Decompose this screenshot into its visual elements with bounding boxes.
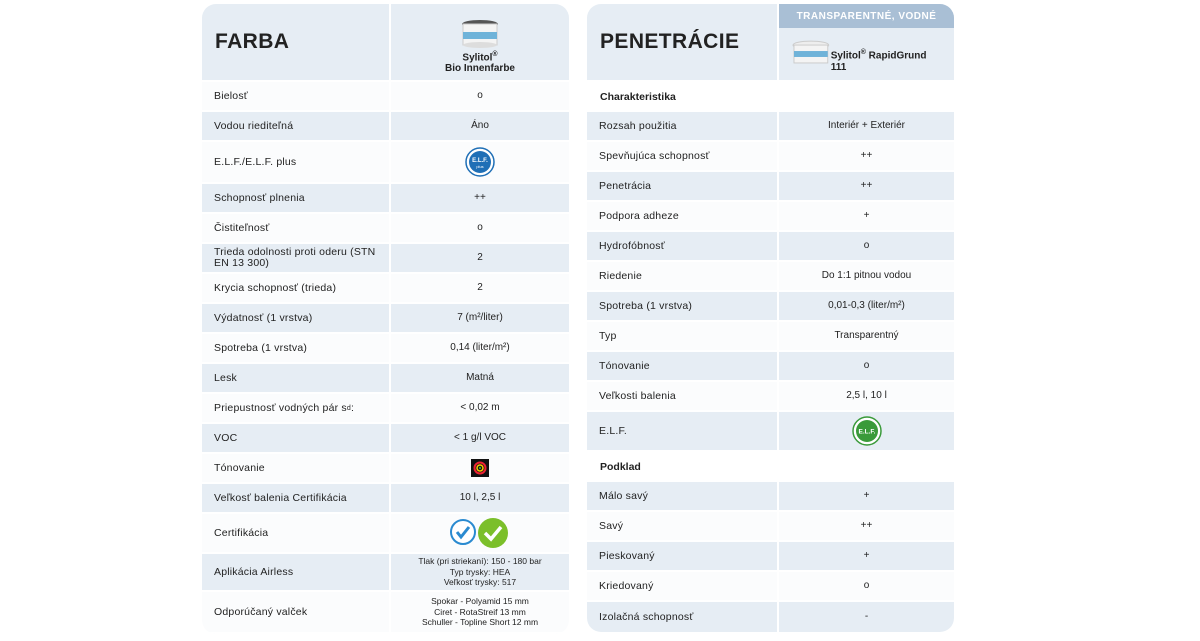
table-row bbox=[587, 482, 954, 512]
row-value: 2 bbox=[477, 251, 483, 263]
table-row bbox=[587, 602, 954, 632]
table-row bbox=[587, 542, 954, 572]
table-row bbox=[202, 304, 569, 334]
row-value bbox=[391, 454, 569, 482]
row-value: Transparentný bbox=[834, 329, 899, 341]
row-label: Spevňujúca schopnosť bbox=[587, 142, 779, 170]
table-row bbox=[202, 214, 569, 244]
table-row bbox=[587, 322, 954, 352]
certification-badges-icon bbox=[449, 516, 511, 550]
row-label: Savý bbox=[587, 512, 779, 540]
farba-rows bbox=[202, 82, 569, 634]
row-label: Čistiteľnosť bbox=[202, 214, 391, 242]
table-row bbox=[587, 512, 954, 542]
farba-header bbox=[202, 4, 569, 82]
table-row bbox=[202, 184, 569, 214]
row-label: Aplikácia Airless bbox=[202, 554, 391, 590]
table-row bbox=[587, 412, 954, 452]
row-value: + bbox=[863, 489, 870, 501]
table-row bbox=[587, 232, 954, 262]
row-label: Kriedovaný bbox=[587, 572, 779, 600]
row-value: < 0,02 m bbox=[460, 401, 500, 413]
row-value: ++ bbox=[860, 149, 873, 161]
table-row bbox=[587, 572, 954, 602]
row-label: Priepustnosť vodných pár s d : bbox=[202, 394, 391, 422]
row-label: Certifikácia bbox=[202, 514, 391, 552]
table-row bbox=[587, 382, 954, 412]
row-value: - bbox=[864, 610, 869, 622]
row-value: o bbox=[477, 221, 483, 233]
table-row bbox=[587, 202, 954, 232]
table-row bbox=[587, 172, 954, 202]
row-value: 2 bbox=[477, 281, 483, 293]
row-label: Podpora adheze bbox=[587, 202, 779, 230]
table-row bbox=[587, 292, 954, 322]
table-row bbox=[587, 112, 954, 142]
row-value: Tlak (pri striekaní): 150 - 180 bar Typ trysky: HEA Veľkosť trysky: 517 bbox=[418, 556, 542, 588]
table-row bbox=[202, 274, 569, 304]
primer-bucket-icon bbox=[791, 39, 831, 69]
table-row bbox=[202, 364, 569, 394]
row-value: o bbox=[477, 89, 483, 101]
podklad-rows bbox=[587, 482, 954, 632]
row-label: Schopnosť plnenia bbox=[202, 184, 391, 212]
row-label: Typ bbox=[587, 322, 779, 350]
row-value: ++ bbox=[860, 519, 873, 531]
farba-product: Sylitol® Bio Innenfarbe bbox=[391, 4, 569, 80]
row-label: Pieskovaný bbox=[587, 542, 779, 570]
table-row bbox=[202, 394, 569, 424]
row-label: Odporúčaný valček bbox=[202, 592, 391, 632]
penetracie-header: PENETRÁCIE TRANSPARENTNÉ, VODNÉ Sylitol® RapidGrund 111 bbox=[587, 4, 954, 82]
row-label: Lesk bbox=[202, 364, 391, 392]
row-value: < 1 g/l VOC bbox=[454, 431, 506, 443]
row-value: ++ bbox=[860, 179, 873, 191]
table-row bbox=[202, 554, 569, 592]
table-row bbox=[587, 262, 954, 292]
section-podklad: Podklad bbox=[587, 452, 954, 482]
row-value: + bbox=[863, 209, 870, 221]
table-row bbox=[202, 514, 569, 554]
row-value: o bbox=[863, 579, 870, 591]
row-value: Áno bbox=[471, 119, 489, 131]
charakteristika-rows bbox=[587, 112, 954, 452]
row-label: Výdatnosť (1 vrstva) bbox=[202, 304, 391, 332]
row-value bbox=[391, 514, 569, 552]
table-row bbox=[202, 112, 569, 142]
row-label: VOC bbox=[202, 424, 391, 452]
svg-text:plus: plus bbox=[476, 164, 484, 169]
row-label: Spotreba (1 vrstva) bbox=[202, 334, 391, 362]
row-value bbox=[391, 142, 569, 182]
row-label: Rozsah použitia bbox=[587, 112, 779, 140]
elf-plus-badge-icon bbox=[465, 147, 495, 177]
farba-product-subname: Bio Innenfarbe bbox=[444, 63, 515, 74]
svg-text:E.L.F.: E.L.F. bbox=[472, 158, 488, 164]
row-value: 10 l, 2,5 l bbox=[459, 491, 501, 503]
farba-product-name: Sylitol bbox=[462, 52, 493, 63]
row-label: E.L.F./E.L.F. plus bbox=[202, 142, 391, 182]
row-value: o bbox=[863, 359, 870, 371]
row-value: ++ bbox=[474, 191, 486, 203]
row-label: Málo savý bbox=[587, 482, 779, 510]
row-label: Vodou rieditеľná bbox=[202, 112, 391, 140]
row-label: Tónovanie bbox=[202, 454, 391, 482]
row-value: + bbox=[863, 549, 870, 561]
table-row bbox=[202, 484, 569, 514]
table-row bbox=[587, 142, 954, 172]
table-row bbox=[202, 334, 569, 364]
table-row bbox=[587, 352, 954, 382]
row-value: Matná bbox=[466, 371, 494, 383]
row-label: Riedenie bbox=[587, 262, 779, 290]
type-badge: TRANSPARENTNÉ, VODNÉ bbox=[779, 4, 954, 28]
row-label: Trieda odolnosti proti oderu (STN EN 13 300) bbox=[202, 244, 391, 272]
tinting-system-icon bbox=[471, 459, 489, 477]
row-value: o bbox=[863, 239, 870, 251]
svg-text:E.L.F.: E.L.F. bbox=[858, 428, 875, 436]
row-value bbox=[779, 412, 954, 450]
paint-bucket-icon bbox=[460, 19, 500, 49]
table-row bbox=[202, 142, 569, 184]
farba-title: FARBA bbox=[202, 4, 391, 80]
table-row bbox=[202, 82, 569, 112]
table-row bbox=[202, 454, 569, 484]
row-label: E.L.F. bbox=[587, 412, 779, 450]
row-label: Spotreba (1 vrstva) bbox=[587, 292, 779, 320]
row-label: Bielosť bbox=[202, 82, 391, 110]
row-value: 0,01-0,3 (liter/m²) bbox=[828, 299, 905, 311]
row-label: Hydrofóbnosť bbox=[587, 232, 779, 260]
penetracie-title: PENETRÁCIE bbox=[587, 4, 779, 80]
row-label: Veľkosti balenia bbox=[587, 382, 779, 410]
row-label: Tónovanie bbox=[587, 352, 779, 380]
row-value: Interiér + Exteriér bbox=[828, 119, 905, 131]
elf-badge-icon bbox=[852, 416, 882, 446]
row-label: Penetrácia bbox=[587, 172, 779, 200]
row-label: Izolačná schopnosť bbox=[587, 602, 779, 632]
row-label: Krycia schopnosť (trieda) bbox=[202, 274, 391, 302]
row-value: 0,14 (liter/m²) bbox=[450, 341, 510, 353]
row-label: Veľkosť balenia Certifikácia bbox=[202, 484, 391, 512]
farba-table bbox=[202, 4, 569, 634]
penetracie-table bbox=[587, 4, 954, 632]
row-value: Spokar - Polyamid 15 mm Ciret - RotaStreif 13 mm Schuller - Topline Short 12 mm bbox=[421, 596, 539, 628]
row-value: 2,5 l, 10 l bbox=[846, 389, 887, 401]
section-charakteristika: Charakteristika bbox=[587, 82, 954, 112]
table-row bbox=[202, 244, 569, 274]
row-value: Do 1:1 pitnou vodou bbox=[821, 269, 912, 281]
row-value: 7 (m²/liter) bbox=[457, 311, 503, 323]
table-row bbox=[202, 592, 569, 634]
table-row bbox=[202, 424, 569, 454]
penetracie-product-name: Sylitol bbox=[830, 50, 861, 62]
